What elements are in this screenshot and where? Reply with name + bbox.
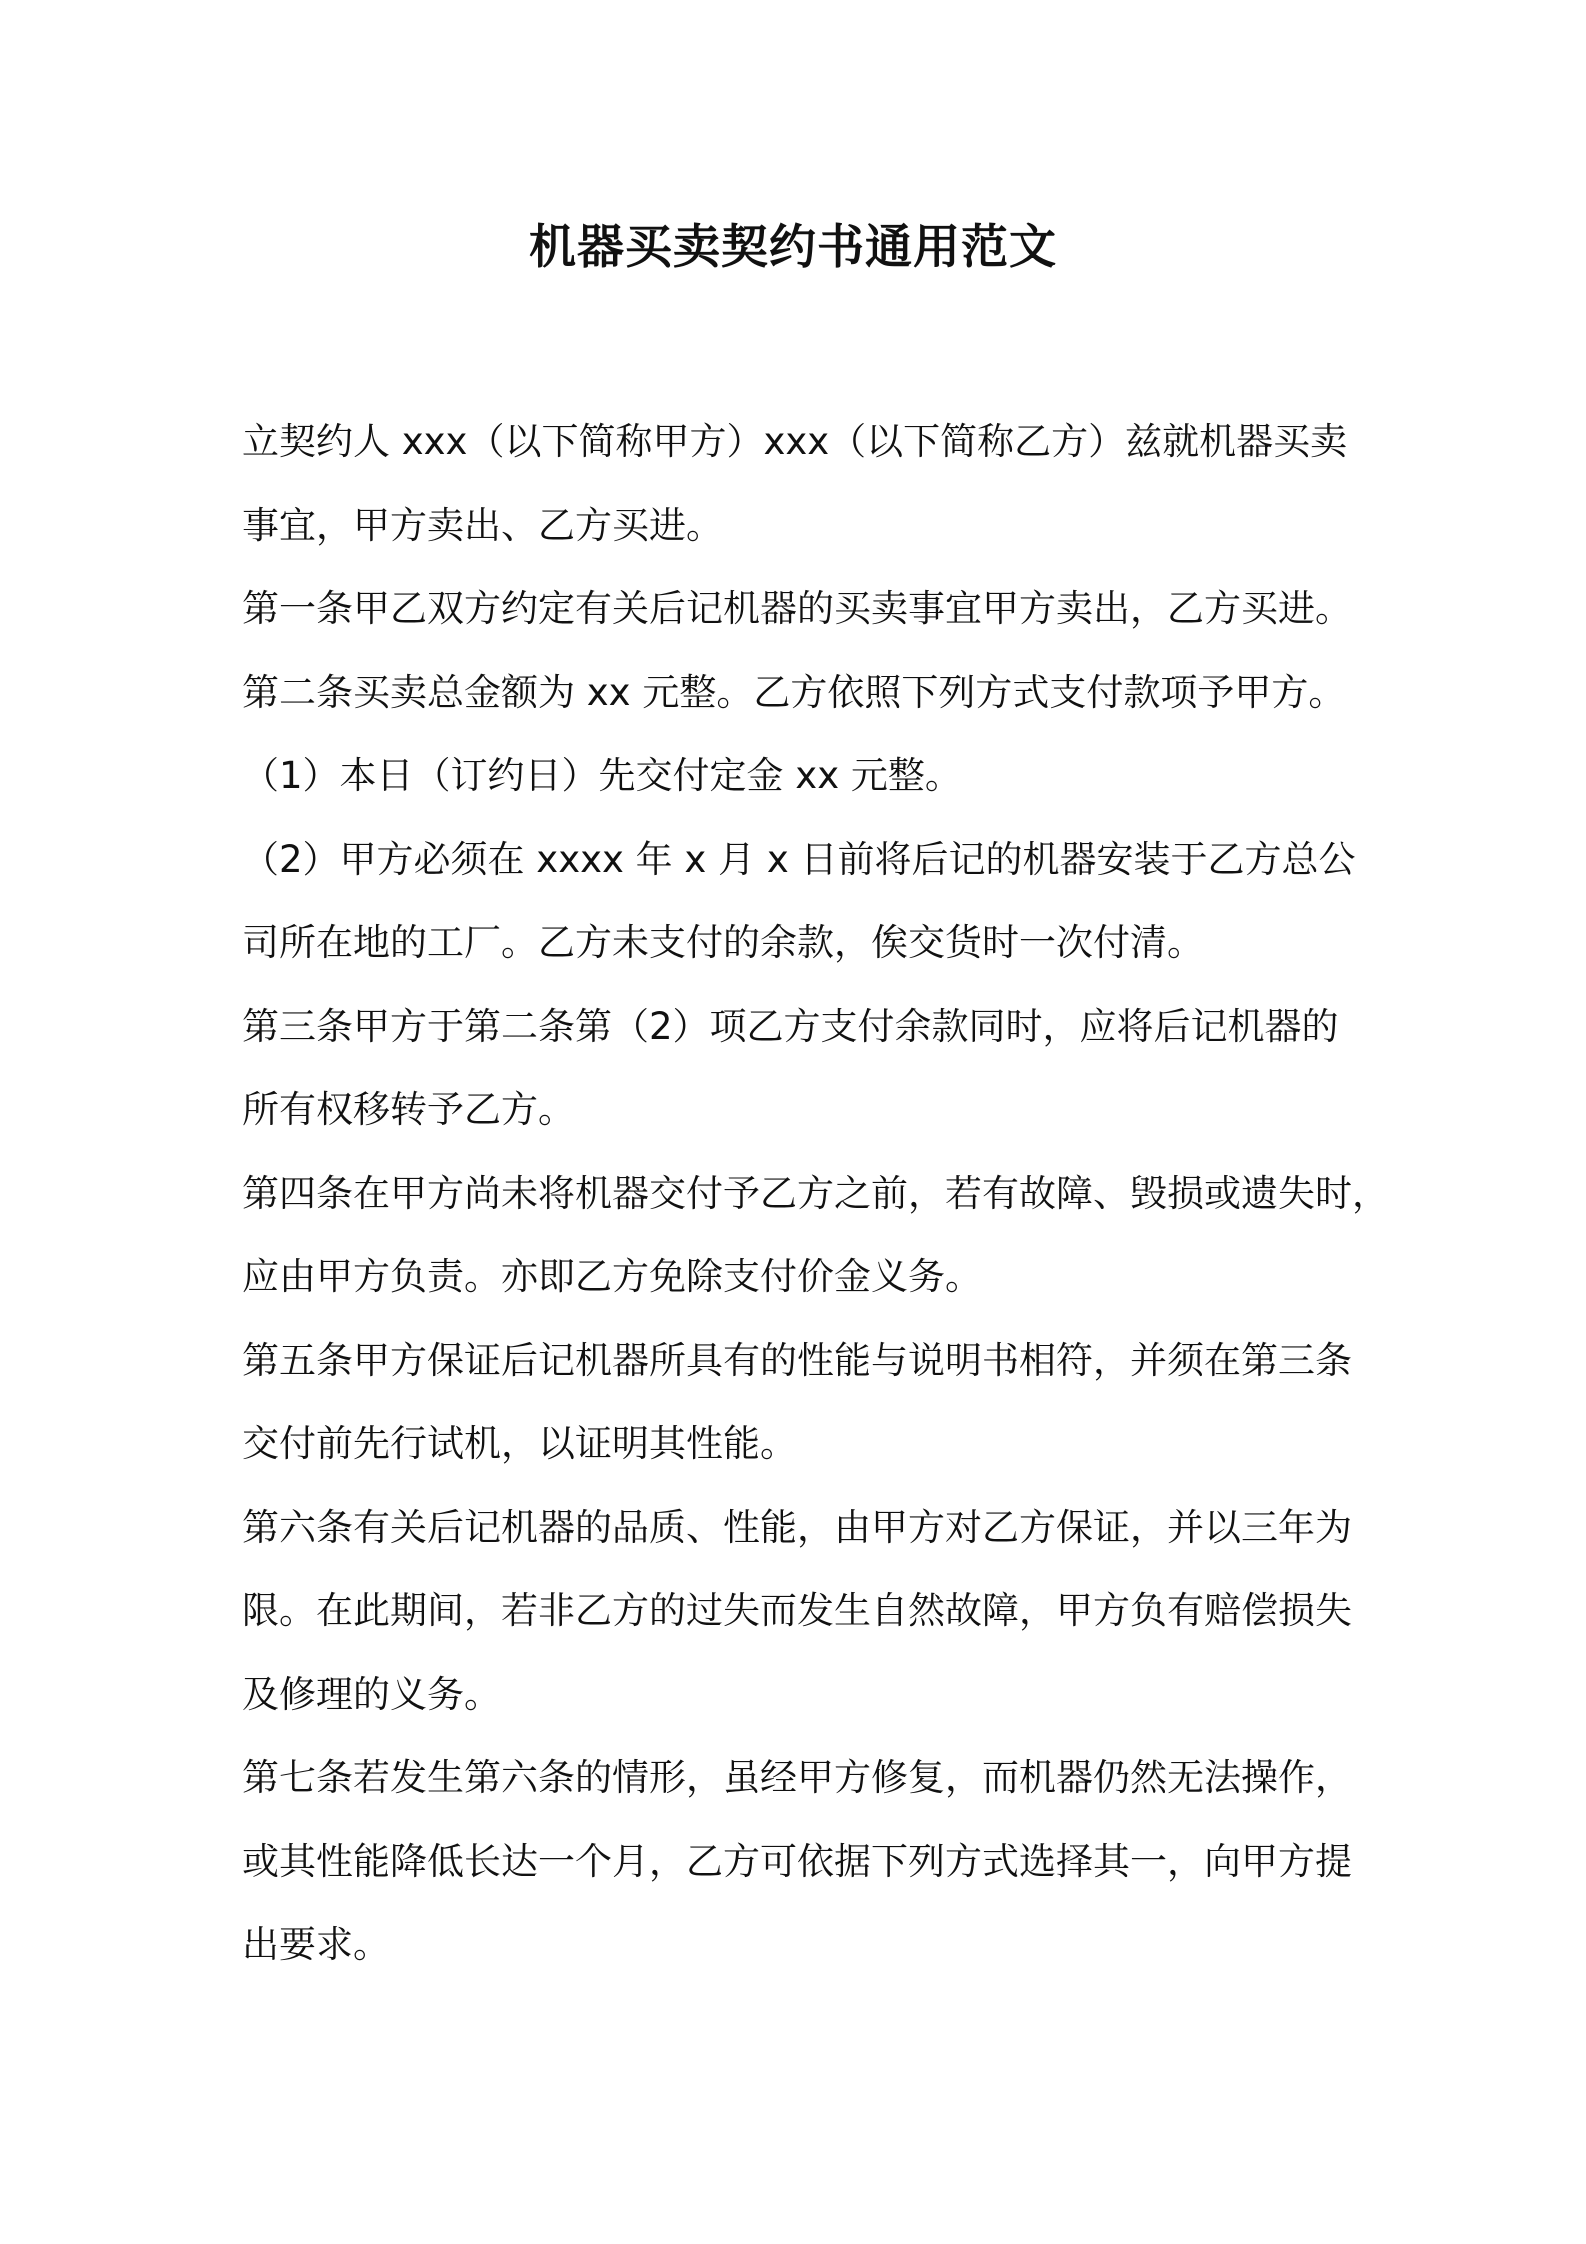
text-line: 或其性能降低长达一个月，乙方可依据下列方式选择其一，向甲方提 [242,1839,1352,1883]
text-line: 及修理的义务。 [242,1672,501,1716]
clause-2-item-1 [242,734,1362,818]
text-line: 第四条在甲方尚未将机器交付予乙方之前，若有故障、毁损或遗失时， [242,1171,1389,1215]
text-line: 第二条买卖总金额为 xx 元整。乙方依照下列方式支付款项予甲方。 [242,670,1346,714]
text-line: 第五条甲方保证后记机器所具有的性能与说明书相符，并须在第三条 [242,1338,1352,1382]
clause-2-item-2 [242,818,1362,985]
clause-2 [242,651,1362,735]
text-line: （1）本日（订约日）先交付定金 xx 元整。 [242,754,962,797]
text-line: 交付前先行试机，以证明其性能。 [242,1422,797,1465]
intro-paragraph [242,400,1362,567]
text-line: 应由甲方负责。亦即乙方免除支付价金义务。 [242,1255,982,1298]
clause-4 [242,1152,1389,1319]
text-line: （2）甲方必须在 xxxx 年 x 月 x 日前将后记的机器安装于乙方总公 [242,837,1356,881]
clause-7 [242,1736,1362,1987]
text-line: 事宜，甲方卖出、乙方买进。 [242,503,723,547]
text-line: 第七条若发生第六条的情形，虽经甲方修复，而机器仍然无法操作， [242,1756,1352,1799]
text-line: 第三条甲方于第二条第（2）项乙方支付余款同时，应将后记机器的 [242,1004,1339,1048]
clause-3 [242,985,1362,1152]
text-line: 出要求。 [242,1923,390,1966]
text-line: 立契约人 xxx（以下简称甲方）xxx（以下简称乙方）兹就机器买卖 [242,420,1348,463]
clause-6 [242,1486,1362,1737]
clause-1 [242,567,1362,651]
document-body [242,400,1389,1987]
text-line: 所有权移转予乙方。 [242,1088,575,1131]
text-line: 第六条有关后记机器的品质、性能，由甲方对乙方保证，并以三年为 [242,1505,1352,1549]
clause-5 [242,1319,1362,1486]
text-line: 限。在此期间，若非乙方的过失而发生自然故障，甲方负有赔偿损失 [242,1589,1352,1632]
text-line: 第一条甲乙双方约定有关后记机器的买卖事宜甲方卖出，乙方买进。 [242,587,1352,630]
document-title: 机器买卖契约书通用范文 [529,220,1057,275]
text-line: 司所在地的工厂。乙方未支付的余款，俟交货时一次付清。 [242,921,1204,964]
